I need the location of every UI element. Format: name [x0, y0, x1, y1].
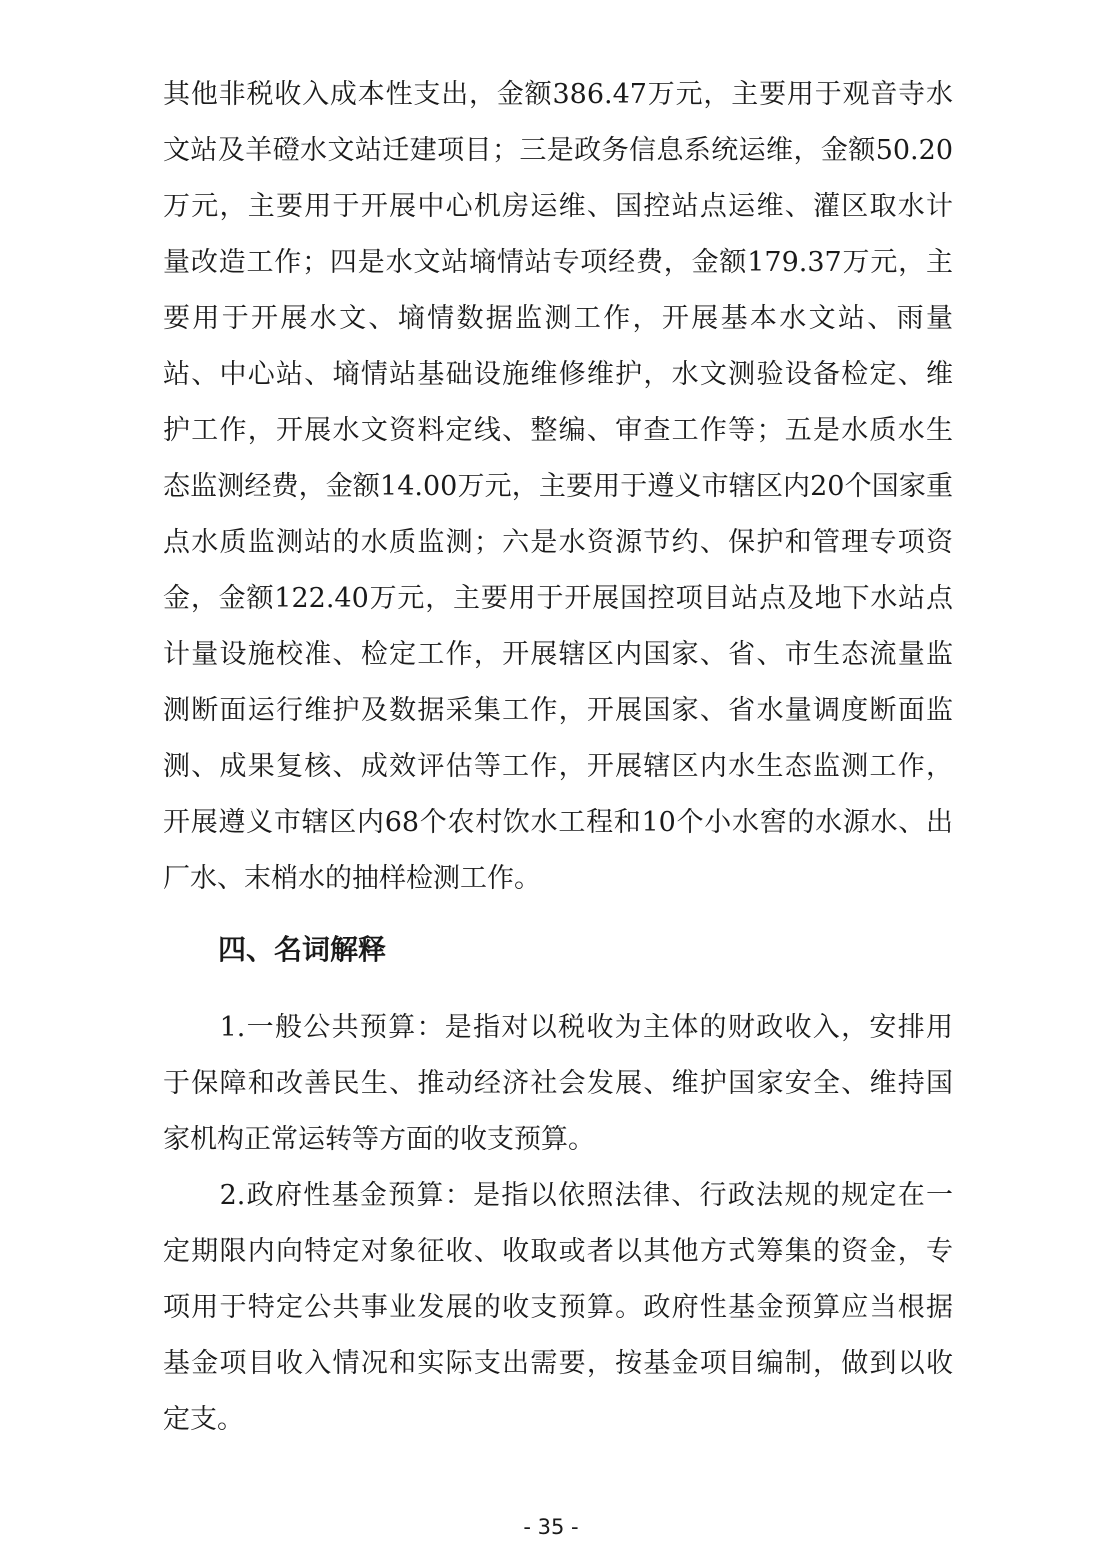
text-line: 于保障和改善民生、推动经济社会发展、维护国家安全、维持国 [163, 1068, 953, 1099]
text-line: 万元，主要用于开展中心机房运维、国控站点运维、灌区取水计 [163, 191, 953, 222]
text-line: 测、成果复核、成效评估等工作，开展辖区内水生态监测工作， [163, 751, 953, 782]
definition-general-public-budget [163, 1000, 953, 1168]
text-line: 厂水、末梢水的抽样检测工作。 [163, 863, 541, 894]
text-line: 1.一般公共预算：是指对以税收为主体的财政收入，安排用 [163, 1012, 953, 1043]
text-line: 其他非税收入成本性支出，金额386.47万元，主要用于观音寺水 [163, 79, 953, 110]
text-line: 基金项目收入情况和实际支出需要，按基金项目编制，做到以收 [163, 1348, 953, 1379]
text-line: 项用于特定公共事业发展的收支预算。政府性基金预算应当根据 [163, 1292, 953, 1323]
text-line: 家机构正常运转等方面的收支预算。 [163, 1124, 595, 1155]
text-line: 点水质监测站的水质监测；六是水资源节约、保护和管理专项资 [163, 527, 953, 558]
text-line: 定支。 [163, 1404, 244, 1435]
text-line: 测断面运行维护及数据采集工作，开展国家、省水量调度断面监 [163, 695, 953, 726]
body-paragraph-continued [163, 67, 953, 907]
text-line: 护工作，开展水文资料定线、整编、审查工作等；五是水质水生 [163, 415, 953, 446]
text-line: 金，金额122.40万元，主要用于开展国控项目站点及地下水站点 [163, 583, 953, 614]
text-line: 站、中心站、墒情站基础设施维修维护，水文测验设备检定、维 [163, 359, 953, 390]
text-line: 计量设施校准、检定工作，开展辖区内国家、省、市生态流量监 [163, 639, 953, 670]
text-line: 开展遵义市辖区内68个农村饮水工程和10个小水窖的水源水、出 [163, 807, 953, 838]
section-heading: 四、名词解释 [218, 933, 387, 966]
page-number: - 35 - [523, 1515, 579, 1539]
text-line: 文站及羊磴水文站迁建项目；三是政务信息系统运维，金额50.20 [163, 135, 953, 166]
text-line: 量改造工作；四是水文站墒情站专项经费，金额179.37万元，主 [163, 247, 953, 278]
text-line: 2.政府性基金预算：是指以依照法律、行政法规的规定在一 [163, 1180, 953, 1211]
definition-government-fund-budget [163, 1168, 953, 1448]
text-line: 态监测经费，金额14.00万元，主要用于遵义市辖区内20个国家重 [163, 471, 953, 502]
text-line: 定期限内向特定对象征收、收取或者以其他方式筹集的资金，专 [163, 1236, 953, 1267]
text-line: 要用于开展水文、墒情数据监测工作，开展基本水文站、雨量 [163, 303, 953, 334]
